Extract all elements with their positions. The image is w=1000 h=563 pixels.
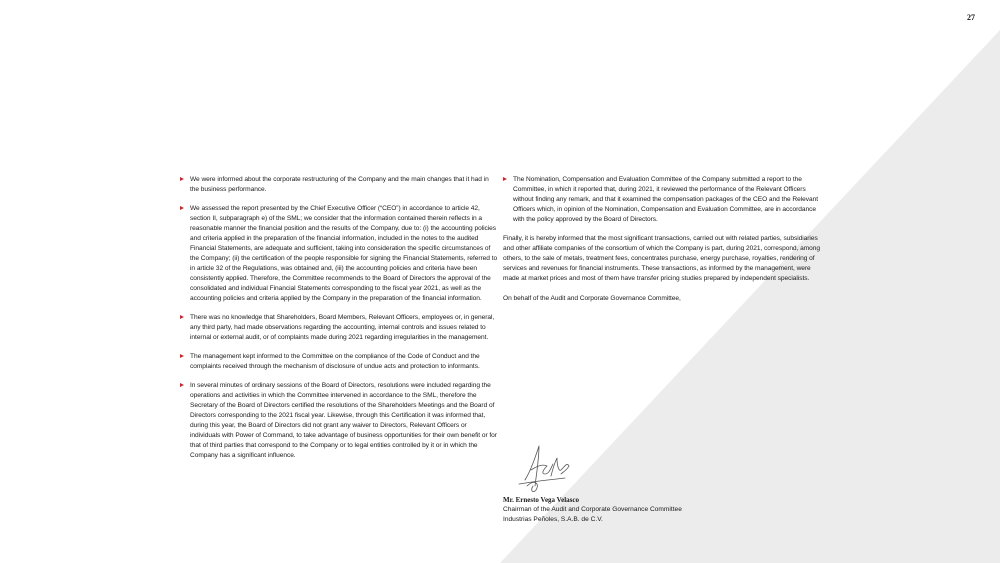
signer-title: Chairman of the Audit and Corporate Governance Committee	[503, 506, 682, 513]
signature-block	[503, 440, 823, 525]
transactions-paragraph: Finally, it is hereby informed that the most significant transactions, carried out with related parties, subsidiaries and other affiliate companies of the consortium of which the Company is part, during 2021, correspond, among others, to the sale of metals, treatment fees, concentrates purchase, energy purchase, royalties, rendering of services and revenues for financial instruments. These transactions, as informed by the management, were made at market prices and most of them have transfer pricing studies prepared by independent specialists.	[503, 235, 821, 282]
signer-company: Industrias Peñoles, S.A.B. de C.V.	[503, 516, 603, 523]
bullet-triangle-icon	[180, 177, 184, 181]
handwritten-signature	[517, 440, 573, 498]
bullet-triangle-icon	[180, 383, 184, 387]
left-bullet-list	[180, 175, 498, 461]
bullet-triangle-icon	[180, 206, 184, 210]
list-item: The management kept informed to the Committee on the compliance of the Code of Conduct and the complaints received through the mechanism of disclosure of undue acts and protection to informants.	[180, 352, 498, 372]
bullet-triangle-icon	[180, 315, 184, 319]
signer-name: Mr. Ernesto Vega Velasco	[503, 496, 579, 504]
page-number: 27	[967, 13, 975, 22]
on-behalf-paragraph: On behalf of the Audit and Corporate Governance Committee,	[503, 295, 681, 302]
list-item: The Nomination, Compensation and Evaluation Committee of the Company submitted a report to the Committee, in which it reported that, during 2021, it reviewed the performance of the Relevant Officers without finding any remark, and that it examined the compensation packages of the CEO and the Relevant Officers which, in opinion of the Nomination, Compensation and Evaluation Committee, are in accordance with the policy approved by the Board of Directors.	[503, 175, 823, 225]
bullet-triangle-icon	[180, 354, 184, 358]
right-bullet-list	[503, 175, 823, 225]
list-item: There was no knowledge that Shareholders, Board Members, Relevant Officers, employees or, in general, any third party, had made observations regarding the accounting, internal controls and issues related to internal or external audit, or of complaints made during 2021 regarding irregularities in the management.	[180, 313, 498, 343]
list-item: We assessed the report presented by the Chief Executive Officer (“CEO”) in accordance to article 42, section II, subparagraph e) of the SML; we consider that the information contained therein reflects in a reasonable manner the financial position and the results of the Company, due to: (i) the accounting policies and criteria applied in the preparation of the financial information, included in the notes to the audited Financial Statements, are adequate and sufficient, taking into consideration the specific circumstances of the Company; (ii) the certification of the people responsible for signing the Financial Statements, referred to in article 32 of the Regulations, was obtained and, (iii) the accounting policies and criteria have been consistently applied. Therefore, the Committee recommends to the Board of Directors the approval of the consolidated and individual Financial Statements corresponding to the fiscal year 2021, as well as the accounting policies and criteria applied by the Company in the preparation of the financial information.	[180, 204, 498, 304]
bullet-triangle-icon	[503, 177, 507, 181]
right-column	[503, 175, 823, 314]
list-item: In several minutes of ordinary sessions of the Board of Directors, resolutions were included regarding the operations and activities in which the Committee intervened in accordance to the SML, therefore the Secretary of the Board of Directors certified the resolutions of the Shareholders Meetings and the Board of Directors corresponding to the 2021 fiscal year. Likewise, through this Certification it was informed that, during this year, the Board of Directors did not grant any waiver to Directors, Relevant Officers or individuals with Power of Command, to take advantage of business opportunities for their own benefit or for that of third parties that correspond to the Company or to legal entities controlled by it or in which the Company has a significant influence.	[180, 381, 498, 461]
list-item: We were informed about the corporate restructuring of the Company and the main changes that it had in the business performance.	[180, 175, 498, 195]
left-column	[180, 175, 498, 470]
